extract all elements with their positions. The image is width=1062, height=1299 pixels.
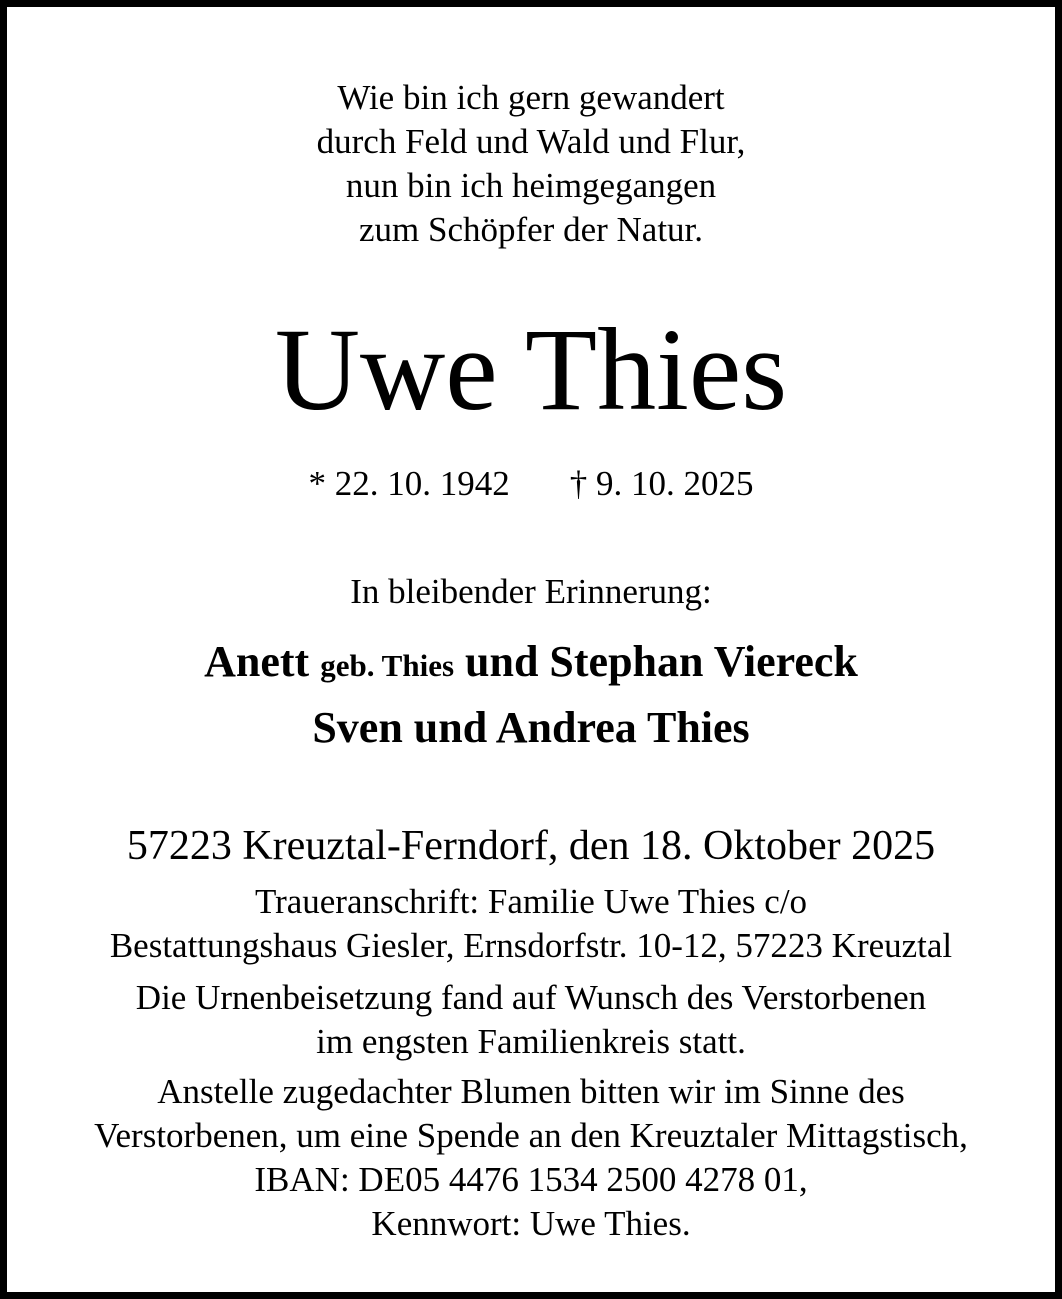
family-first-name: Anett (204, 637, 310, 686)
birth-date: * 22. 10. 1942 (308, 464, 510, 503)
death-date: † 9. 10. 2025 (569, 464, 754, 503)
deceased-name: Uwe Thies (274, 304, 788, 435)
donation-keyword: Kennwort: Uwe Thies. (371, 1204, 691, 1243)
family-nee: geb. Thies (320, 648, 455, 683)
family-line-1 (0, 634, 1062, 694)
burial-note (0, 976, 1062, 1064)
note-line: im engsten Familienkreis statt. (316, 1022, 746, 1061)
poem-line: nun bin ich heimgegangen (345, 166, 717, 205)
memory-line: In bleibender Erinnerung: (350, 572, 712, 611)
note-line: Die Urnenbeisetzung fand auf Wunsch des Verstorbenen (135, 978, 927, 1017)
donation-request (0, 1070, 1062, 1246)
address-line: Traueranschrift: Familie Uwe Thies c/o (254, 882, 808, 921)
poem-line: Wie bin ich gern gewandert (337, 78, 725, 117)
donation-line: Anstelle zugedachter Blumen bitten wir im Sinne des (157, 1072, 905, 1111)
family-line-2: Sven und Andrea Thies (312, 703, 750, 752)
family-rest: und Stephan Viereck (465, 637, 858, 686)
donation-line: Verstorbenen, um eine Spende an den Kreuztaler Mittagstisch, (94, 1116, 968, 1155)
poem-line: durch Feld und Wald und Flur, (316, 122, 746, 161)
life-dates (0, 460, 1062, 508)
poem-line: zum Schöpfer der Natur. (358, 210, 704, 249)
mourning-address (0, 880, 1062, 968)
donation-iban: IBAN: DE05 4476 1534 2500 4278 01, (254, 1160, 808, 1199)
place-and-date: 57223 Kreuztal-Ferndorf, den 18. Oktober 2025 (126, 823, 936, 869)
poem-verse (0, 76, 1062, 252)
address-line: Bestattungshaus Giesler, Ernsdorfstr. 10-12, 57223 Kreuztal (109, 926, 953, 965)
